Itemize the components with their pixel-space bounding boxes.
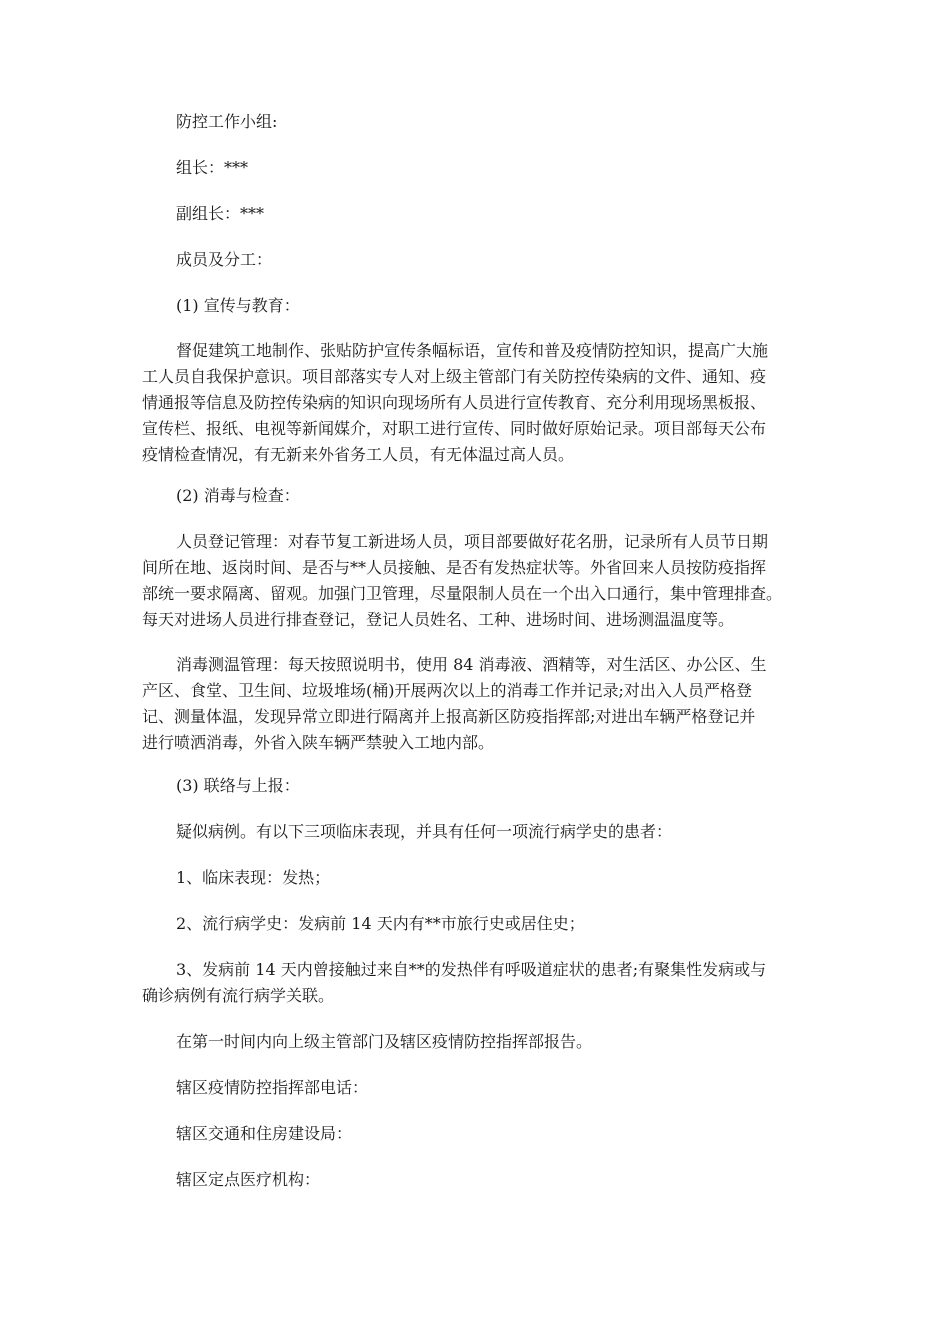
members-heading: 成员及分工： xyxy=(176,250,273,269)
paragraph-line: 消毒测温管理：每天按照说明书，使用 84 消毒液、酒精等，对生活区、办公区、生 xyxy=(176,655,767,674)
paragraph-line: 间所在地、返岗时间、是否与**人员接触、是否有发热症状等。外省回来人员按防疫指挥 xyxy=(142,558,767,577)
paragraph-line: 每天对进场人员进行排查登记，登记人员姓名、工种、进场时间、进场测温温度等。 xyxy=(142,610,735,629)
section2-paragraph-disinfection xyxy=(142,652,812,756)
deputy-leader-line: 副组长：*** xyxy=(176,204,265,223)
paragraph-line: 人员登记管理：对春节复工新进场人员，项目部要做好花名册，记录所有人员节日期 xyxy=(176,532,769,551)
suspected-case-line: 疑似病例。有以下三项临床表现，并具有任何一项流行病学史的患者： xyxy=(176,822,673,841)
paragraph-line: 督促建筑工地制作、张贴防护宣传条幅标语，宣传和普及疫情防控知识，提高广大施 xyxy=(176,341,769,360)
section3-title: (3) 联络与上报： xyxy=(176,776,300,795)
paragraph-line: 记、测量体温，发现异常立即进行隔离并上报高新区防疫指挥部;对进出车辆严格登记并 xyxy=(142,707,756,726)
hospital-line: 辖区定点医疗机构： xyxy=(176,1170,321,1189)
paragraph-line: 工人员自我保护意识。项目部落实专人对上级主管部门有关防控传染病的文件、通知、疫 xyxy=(142,367,767,386)
section2-title: (2) 消毒与检查： xyxy=(176,486,300,505)
clinical-item-2: 2、流行病学史：发病前 14 天内有**市旅行史或居住史； xyxy=(176,914,585,933)
section2-paragraph-registration xyxy=(142,529,812,633)
section1-title: (1) 宣传与教育： xyxy=(176,296,300,315)
report-line: 在第一时间内向上级主管部门及辖区疫情防控指挥部报告。 xyxy=(176,1032,593,1051)
paragraph-line: 3、发病前 14 天内曾接触过来自**的发热伴有呼吸道症状的患者;有聚集性发病或与 xyxy=(176,960,767,979)
clinical-item-1: 1、临床表现：发热； xyxy=(176,868,331,887)
paragraph-line: 产区、食堂、卫生间、垃圾堆场(桶)开展两次以上的消毒工作并记录;对出入人员严格登 xyxy=(142,681,752,700)
group-title: 防控工作小组: xyxy=(176,112,278,131)
transport-bureau-line: 辖区交通和住房建设局： xyxy=(176,1124,353,1143)
paragraph-line: 部统一要求隔离、留观。加强门卫管理，尽量限制人员在一个出入口通行，集中管理排查。 xyxy=(142,584,783,603)
paragraph-line: 疫情检查情况，有无新来外省务工人员，有无体温过高人员。 xyxy=(142,445,575,464)
paragraph-line: 情通报等信息及防控传染病的知识向现场所有人员进行宣传教育、充分利用现场黑板报、 xyxy=(142,393,767,412)
paragraph-line: 宣传栏、报纸、电视等新闻媒介，对职工进行宣传、同时做好原始记录。项目部每天公布 xyxy=(142,419,767,438)
paragraph-line: 确诊病例有流行病学关联。 xyxy=(142,986,335,1005)
paragraph-line: 进行喷洒消毒，外省入陕车辆严禁驶入工地内部。 xyxy=(142,733,495,752)
section1-paragraph xyxy=(142,338,812,468)
leader-line: 组长：*** xyxy=(176,158,249,177)
hotline-line: 辖区疫情防控指挥部电话： xyxy=(176,1078,369,1097)
clinical-item-3 xyxy=(142,957,812,1009)
